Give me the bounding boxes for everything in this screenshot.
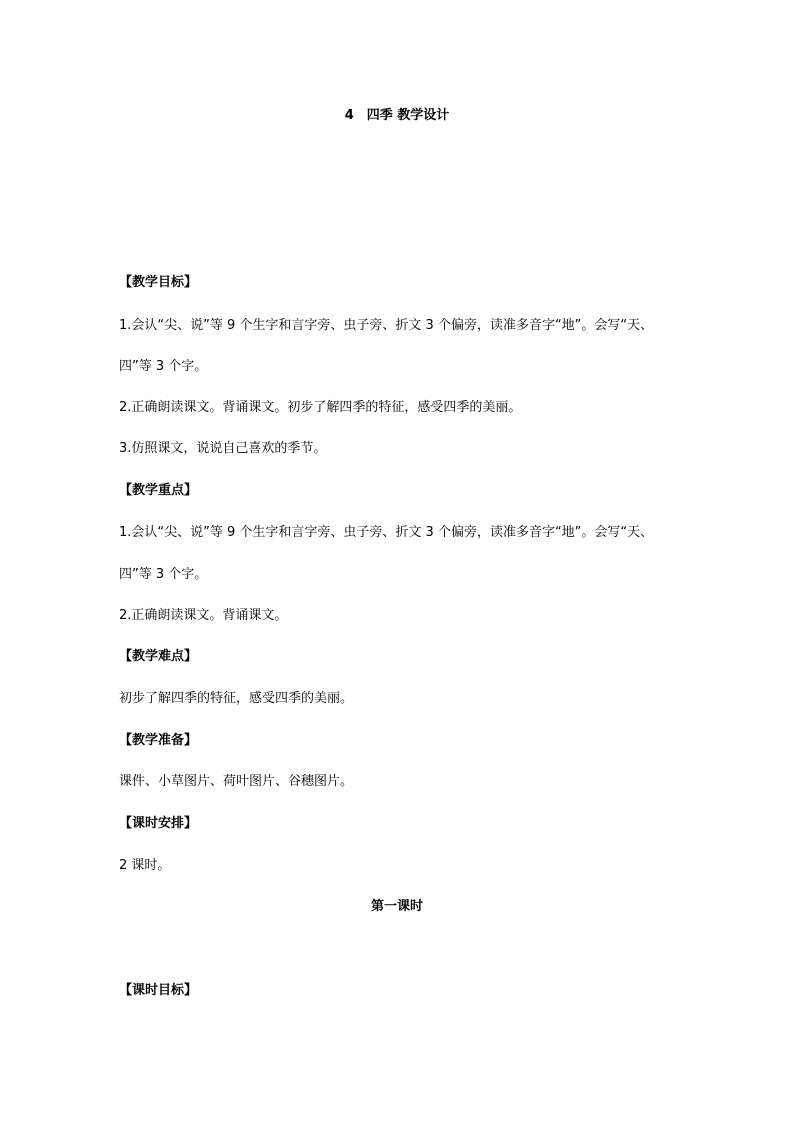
goals-line: 四”等 3 个字。 <box>119 359 208 374</box>
schedule-heading: 【课时安排】 <box>119 816 198 831</box>
goals-heading: 【教学目标】 <box>119 275 198 290</box>
prep-text: 课件、小草图片、荷叶图片、谷穗图片。 <box>119 774 354 789</box>
goals-line: 3.仿照课文，说说自己喜欢的季节。 <box>119 441 327 456</box>
lesson-goals-heading: 【课时目标】 <box>119 983 198 998</box>
difficulty-heading: 【教学难点】 <box>119 649 198 664</box>
key-line: 四”等 3 个字。 <box>119 567 208 582</box>
goals-line: 2.正确朗读课文。背诵课文。初步了解四季的特征，感受四季的美丽。 <box>119 400 522 415</box>
document-title: 4 四季 教学设计 <box>344 108 450 123</box>
difficulty-text: 初步了解四季的特征，感受四季的美丽。 <box>119 691 354 706</box>
goals-line: 1.会认“尖、说”等 9 个生字和言字旁、虫子旁、折文 3 个偏旁，读准多音字“地”。会写“天、 <box>119 318 654 333</box>
key-line: 2.正确朗读课文。背诵课文。 <box>119 608 288 623</box>
lesson-title: 第一课时 <box>370 899 423 914</box>
schedule-text: 2 课时。 <box>119 858 171 873</box>
key-line: 1.会认“尖、说”等 9 个生字和言字旁、虫子旁、折文 3 个偏旁，读准多音字“地”。会写“天、 <box>119 525 654 540</box>
key-heading: 【教学重点】 <box>119 483 198 498</box>
prep-heading: 【教学准备】 <box>119 733 198 748</box>
